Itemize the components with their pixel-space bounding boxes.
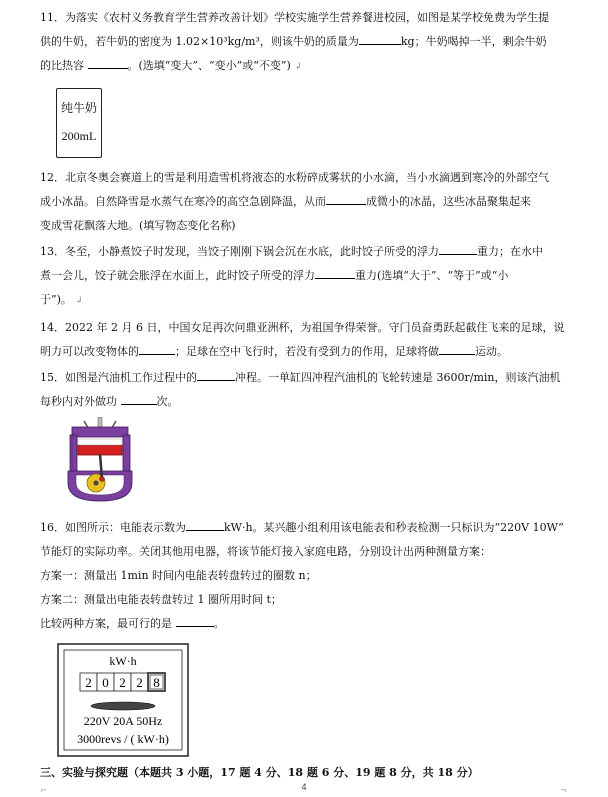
section-3-heading: 三、实验与探究题（本题共 3 小题，17 题 4 分、18 题 6 分、19 题 8 分，共 18 分） (40, 766, 479, 779)
meter-digit-row (80, 673, 165, 691)
meter-digit: 2 (119, 675, 126, 690)
q12-blank-phase-change[interactable] (326, 192, 366, 205)
question-13 (40, 240, 572, 313)
q12-line1: 12．北京冬奥会赛道上的雪是利用造雪机将液态的水粉碎成雾状的小水滴，当小水滴遇到寒冷的外部空气 (40, 171, 549, 184)
meter-digit: 2 (85, 675, 92, 690)
q15-blank-times[interactable] (121, 392, 157, 405)
q11-blank-heat-capacity[interactable] (88, 56, 128, 69)
meter-unit: kW·h (109, 654, 137, 668)
q11-line1: 11．为落实《农村义务教育学生营养改善计划》学校实施学生营养餐进校园，如图是某学校免费为学生提 (40, 11, 549, 24)
q13-line2: 煮一会儿，饺子就会胀浮在水面上，此时饺子所受的浮力 重力(选填“大于”、“等于”或“小 (40, 264, 572, 288)
q13-line1: 13．冬至，小静煮饺子时发现，当饺子刚刚下锅会沉在水底，此时饺子所受的浮力 重力；在水中 (40, 240, 572, 264)
q15-line1: 15．如图是汽油机工作过程中的 冲程。一单缸四冲程汽油机的飞轮转速是 3600r/min，则该汽油机 (40, 366, 572, 390)
meter-disc (91, 702, 155, 710)
meter-digit: 2 (136, 675, 143, 690)
question-11 (40, 6, 572, 79)
q13-blank-2[interactable] (315, 266, 355, 279)
q14-blank-1[interactable] (139, 342, 175, 355)
q16-line1: 16．如图所示：电能表示数为 kW·h。某兴趣小组利用该电能表和秒表检测一只标识为“220V 10W” (40, 516, 572, 540)
question-12 (40, 166, 572, 238)
q11-blank-mass[interactable] (359, 32, 401, 45)
q13-line3: 于”)。 ↲ (40, 293, 83, 306)
q16-compare: 比较两种方案，最可行的是 。 (40, 612, 572, 636)
question-14 (40, 316, 572, 364)
corner-mark-left: ⌐ (40, 786, 47, 795)
q13-blank-1[interactable] (439, 242, 477, 255)
q14-blank-2[interactable] (439, 342, 475, 355)
milk-carton-figure (56, 88, 102, 158)
q14-line1: 14．2022 年 2 月 6 日，中国女足再次问鼎亚洲杯，为祖国争得荣誉。守门员奋勇跃起截住飞来的足球，说 (40, 321, 565, 334)
q11-line3: 的比热容 。(选填“变大”、“变小”或“不变”) ↲ (40, 54, 572, 79)
q15-blank-stroke[interactable] (197, 368, 235, 381)
engine-cylinder-figure (62, 417, 138, 503)
question-15 (40, 366, 572, 414)
q15-line2: 每秒内对外做功 次。 (40, 390, 572, 414)
q16-blank-reading[interactable] (186, 518, 224, 531)
meter-digit: 0 (102, 675, 109, 690)
page-number: 4 (301, 782, 307, 792)
meter-revs: 3000revs / ( kW·h) (77, 732, 169, 746)
q16-line2: 节能灯的实际功率。关闭其他用电器，将该节能灯接入家庭电路，分别设计出两种测量方案： (40, 545, 491, 558)
q11-line2: 供的牛奶，若牛奶的密度为 1.02×10³kg/m³，则该牛奶的质量为 kg；牛奶喝掉一半，剩余牛奶 (40, 30, 572, 54)
meter-specs: 220V 20A 50Hz (83, 714, 163, 728)
milk-name: 纯牛奶 (60, 101, 97, 115)
q16-plan1: 方案一：测量出 1min 时间内电能表转盘转过的圈数 n； (40, 569, 317, 582)
q12-line3: 变成雪花飘落大地。(填写物态变化名称) (40, 219, 236, 232)
q16-blank-plan[interactable] (176, 614, 214, 627)
q12-line2: 成小冰晶。自然降雪是水蒸气在寒冷的高空急剧降温，从而 成微小的冰晶，这些冰晶聚集起来 (40, 190, 572, 214)
q14-line2: 明力可以改变物体的 ；足球在空中飞行时，若没有受到力的作用，足球将做 运动。 (40, 340, 572, 364)
q16-plan2: 方案二：测量出电能表转盘转过 1 圈所用时间 t； (40, 593, 282, 606)
corner-mark-right: ¬ (560, 786, 567, 795)
milk-volume: 200mL (61, 129, 97, 143)
question-16 (40, 516, 572, 636)
meter-digit: 8 (153, 675, 160, 690)
electricity-meter-figure (57, 643, 189, 757)
